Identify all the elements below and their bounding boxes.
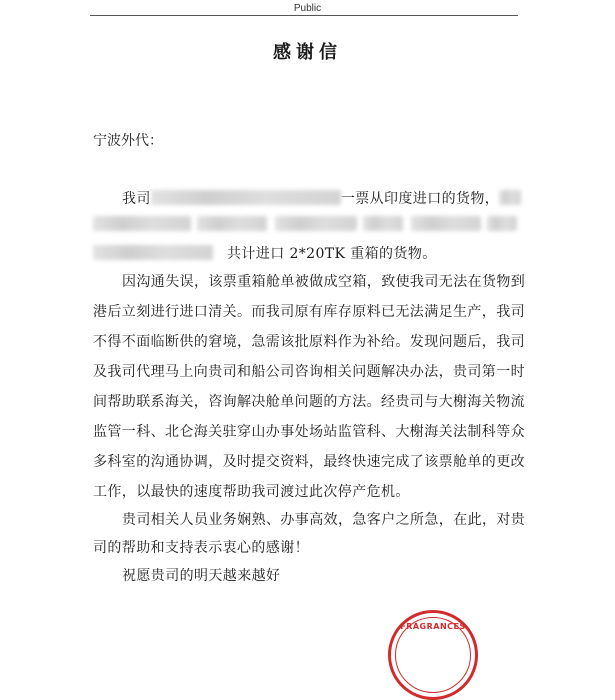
document-classification-label: Public <box>293 3 322 14</box>
redacted-text <box>499 190 521 205</box>
redacted-company-name <box>151 190 341 205</box>
paragraph-2-line: 工作，以最快的速度帮助我司渡过此次停产危机。 <box>93 484 410 500</box>
letter-title: 感谢信 <box>273 42 342 63</box>
p1-end-text: 共计进口 2*20TK 重箱的货物。 <box>227 246 437 262</box>
paragraph-3-line: 司的帮助和支持表示衷心的感谢！ <box>93 540 309 556</box>
paragraph-2-line: 及我司代理马上向贵司和船公司咨询相关问题解决办法，贵司第一时 <box>93 364 525 380</box>
paragraph-2-line: 间帮助联系海关，咨询解决舱单问题的方法。经贵司与大榭海关物流 <box>93 394 525 410</box>
company-seal-stamp <box>388 610 478 700</box>
letter-closing: 祝愿贵司的明天越来越好 <box>122 568 281 584</box>
paragraph-2-line: 港后立刻进行进口清关。而我司原有库存原料已无法满足生产，我司 <box>93 304 525 320</box>
p1-mid-text: 一票从印度进口的货物， <box>340 191 500 207</box>
letter-salutation: 宁波外代： <box>93 133 163 149</box>
paragraph-2-line: 监管一科、北仑海关驻穿山办事处场站监管科、大榭海关法制科等众 <box>93 424 525 440</box>
paragraph-2-line: 因沟通失误，该票重箱舱单被做成空箱，致使我司无法在货物到 <box>122 274 526 290</box>
company-seal-text: FRAGRANCES <box>400 622 466 631</box>
paragraph-1-line-3 <box>93 243 437 263</box>
header-divider <box>90 15 518 16</box>
redacted-text <box>93 245 213 260</box>
paragraph-1-line-1 <box>122 188 521 208</box>
paragraph-2-line: 不得不面临断供的窘境，急需该批原料作为补给。发现问题后，我司 <box>93 334 525 350</box>
paragraph-3-line: 贵司相关人员业务娴熟、办事高效，急客户之所急，在此，对贵 <box>122 512 526 528</box>
p1-start-text: 我司 <box>122 191 151 207</box>
paragraph-2-line: 多科室的沟通协调，及时提交资料，最终快速完成了该票舱单的更改 <box>93 454 525 470</box>
